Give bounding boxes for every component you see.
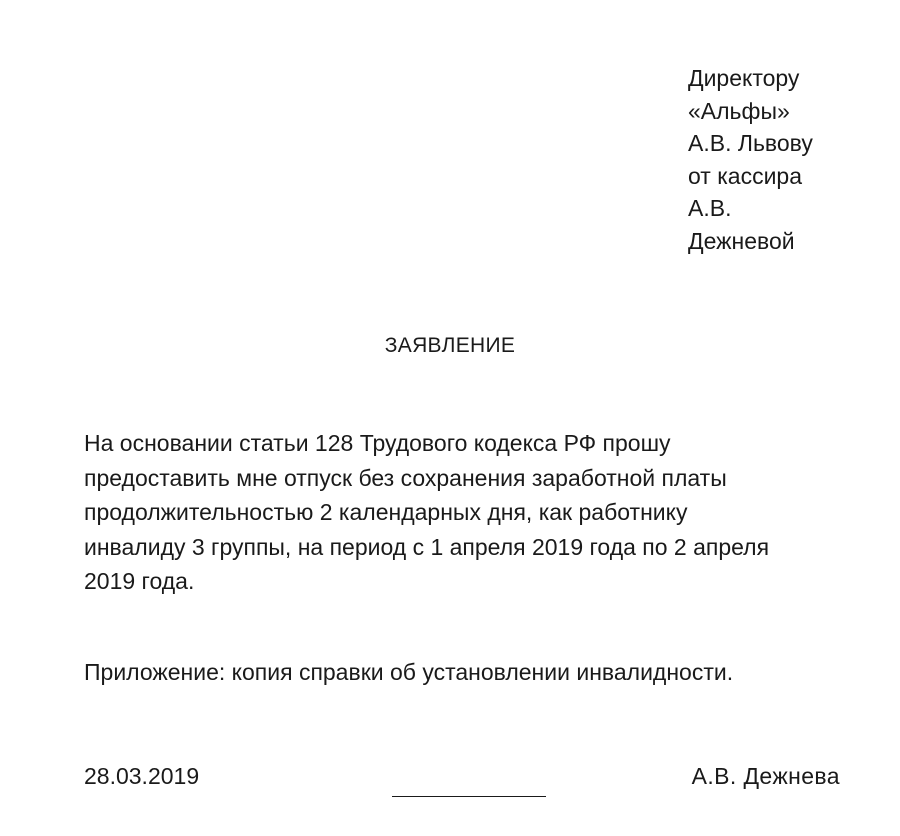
signer-name: А.В. Дежнева <box>691 763 840 789</box>
addressee-block <box>688 62 888 257</box>
addressee-line: А.В. <box>688 195 732 221</box>
body-paragraph <box>84 426 844 599</box>
addressee-line: Директору <box>688 65 800 91</box>
document-date: 28.03.2019 <box>84 763 200 789</box>
signature-line <box>392 796 546 797</box>
body-line: инвалиду 3 группы, на период с 1 апреля 2019 года по 2 апреля <box>84 533 770 560</box>
document-title: ЗАЯВЛЕНИЕ <box>384 334 516 357</box>
body-line: предоставить мне отпуск без сохранения заработной платы <box>84 464 727 491</box>
attachment-note: Приложение: копия справки об установлении инвалидности. <box>84 659 734 685</box>
addressee-line: А.В. Львову <box>688 130 813 156</box>
addressee-line: «Альфы» <box>688 97 790 124</box>
addressee-line: Дежневой <box>688 227 795 254</box>
body-line: На основании статьи 128 Трудового кодекса РФ прошу <box>84 430 671 456</box>
body-line: 2019 года. <box>84 568 195 595</box>
addressee-line: от кассира <box>688 162 803 189</box>
body-line: продолжительностью 2 календарных дня, как работнику <box>84 499 688 526</box>
